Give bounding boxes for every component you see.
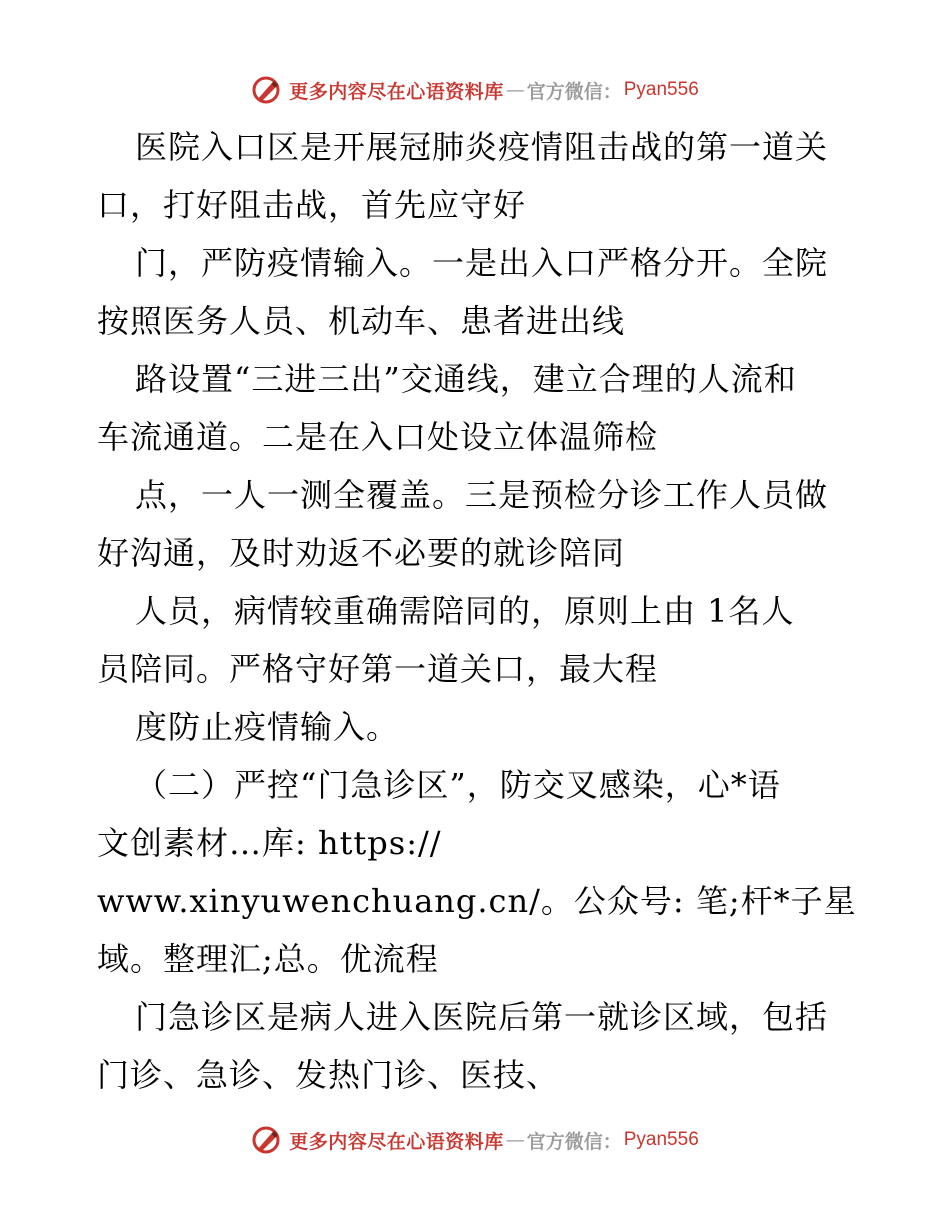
text-line: www.xinyuwenchuang.cn/。公众号: 笔;杆*子星 [97,882,857,920]
banner-wechat-id: Pyan556 [623,79,699,100]
text-line: 门，严防疫情输入。一是出入口严格分开。全院 [135,244,829,282]
text-line: 文创素材…库: https:// [97,824,442,862]
header-watermark-banner [0,70,950,110]
banner-official-label: 官方微信： [526,1130,622,1153]
text-line: 好沟通，及时劝返不必要的就诊陪同 [97,534,626,572]
footer-watermark-banner [0,1120,950,1160]
banner-main-text: 更多内容尽在心语资料库 [289,1130,504,1153]
banner-main-text: 更多内容尽在心语资料库 [289,80,504,103]
text-line: 度防止疫情输入。 [135,708,400,746]
text-line: 口，打好阻击战，首先应守好 [97,186,527,224]
text-line: 车流通道。二是在入口处设立体温筛检 [97,418,659,456]
pen-in-circle-logo-icon [251,1125,281,1155]
document-body [97,118,857,1104]
text-line: 医院入口区是开展冠肺炎疫情阻击战的第一道关 [135,128,829,166]
pen-in-circle-logo-icon [251,75,281,105]
text-line: 点，一人一测全覆盖。三是预检分诊工作人员做 [135,476,829,514]
text-line: 门诊、急诊、发热门诊、医技、 [97,1056,560,1094]
text-line: 路设置“三进三出”交通线，建立合理的人流和 [135,360,797,398]
text-line: 按照医务人员、机动车、患者进出线 [97,302,626,340]
text-line: 员陪同。严格守好第一道关口，最大程 [97,650,659,688]
banner-official-label: 官方微信： [526,80,622,103]
text-line: 人员，病情较重确需陪同的，原则上由 1名人 [135,592,795,630]
banner-wechat-id: Pyan556 [623,1129,699,1150]
banner-dash: — [505,79,525,101]
text-line: 域。整理汇;总。优流程 [97,940,439,978]
text-line: 门急诊区是病人进入医院后第一就诊区域，包括 [135,998,829,1036]
text-line: （二）严控“门急诊区”，防交叉感染，心*语 [135,766,781,804]
banner-dash: — [505,1129,525,1151]
